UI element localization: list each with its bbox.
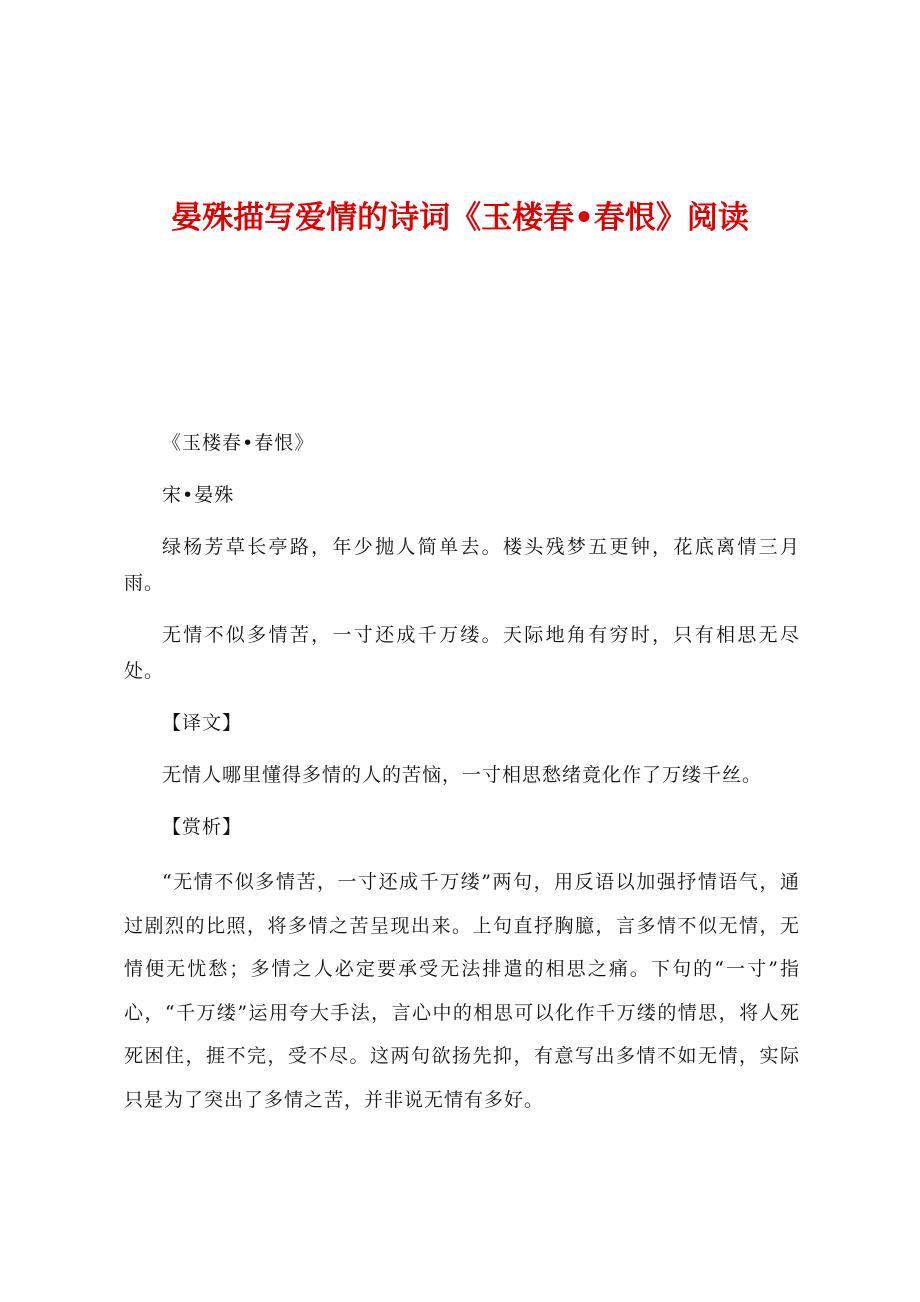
poem-title: 《玉楼春•春恨》 [162,432,315,454]
analysis-heading: 【赏析】 [162,816,243,838]
translation-text: 无情人哪里懂得多情的人的苦恼，一寸相思愁绪竟化作了万缕千丝。 [162,764,763,786]
poem-stanza-1: 绿杨芳草长亭路，年少抛人简单去。楼头残梦五更钟，花底离情三月雨。 [124,536,800,594]
poem-author: 宋•晏殊 [162,484,235,506]
translation-heading: 【译文】 [162,712,243,734]
document-title: 晏殊描写爱情的诗词《玉楼春•春恨》阅读 [171,200,749,236]
document-body [124,425,800,1122]
analysis-text: “无情不似多情苦，一寸还成千万缕”两句，用反语以加强抒情语气，通过剧烈的比照，将多情之苦呈现出来。上句直抒胸臆，言多情不似无情，无情便无忧愁；多情之人必定要承受无法排遣的相思之痛。下句的“一寸”指心，“千万缕”运用夸大手法，言心中的相思可以化作千万缕的情思，将人死死困住，捱不完，受不尽。这两句欲扬先抑，有意写出多情不如无情，实际只是为了突出了多情之苦，并非说无情有多好。 [124,871,800,1111]
poem-stanza-2: 无情不似多情苦，一寸还成千万缕。天际地角有穷时，只有相思无尽处。 [124,624,800,682]
